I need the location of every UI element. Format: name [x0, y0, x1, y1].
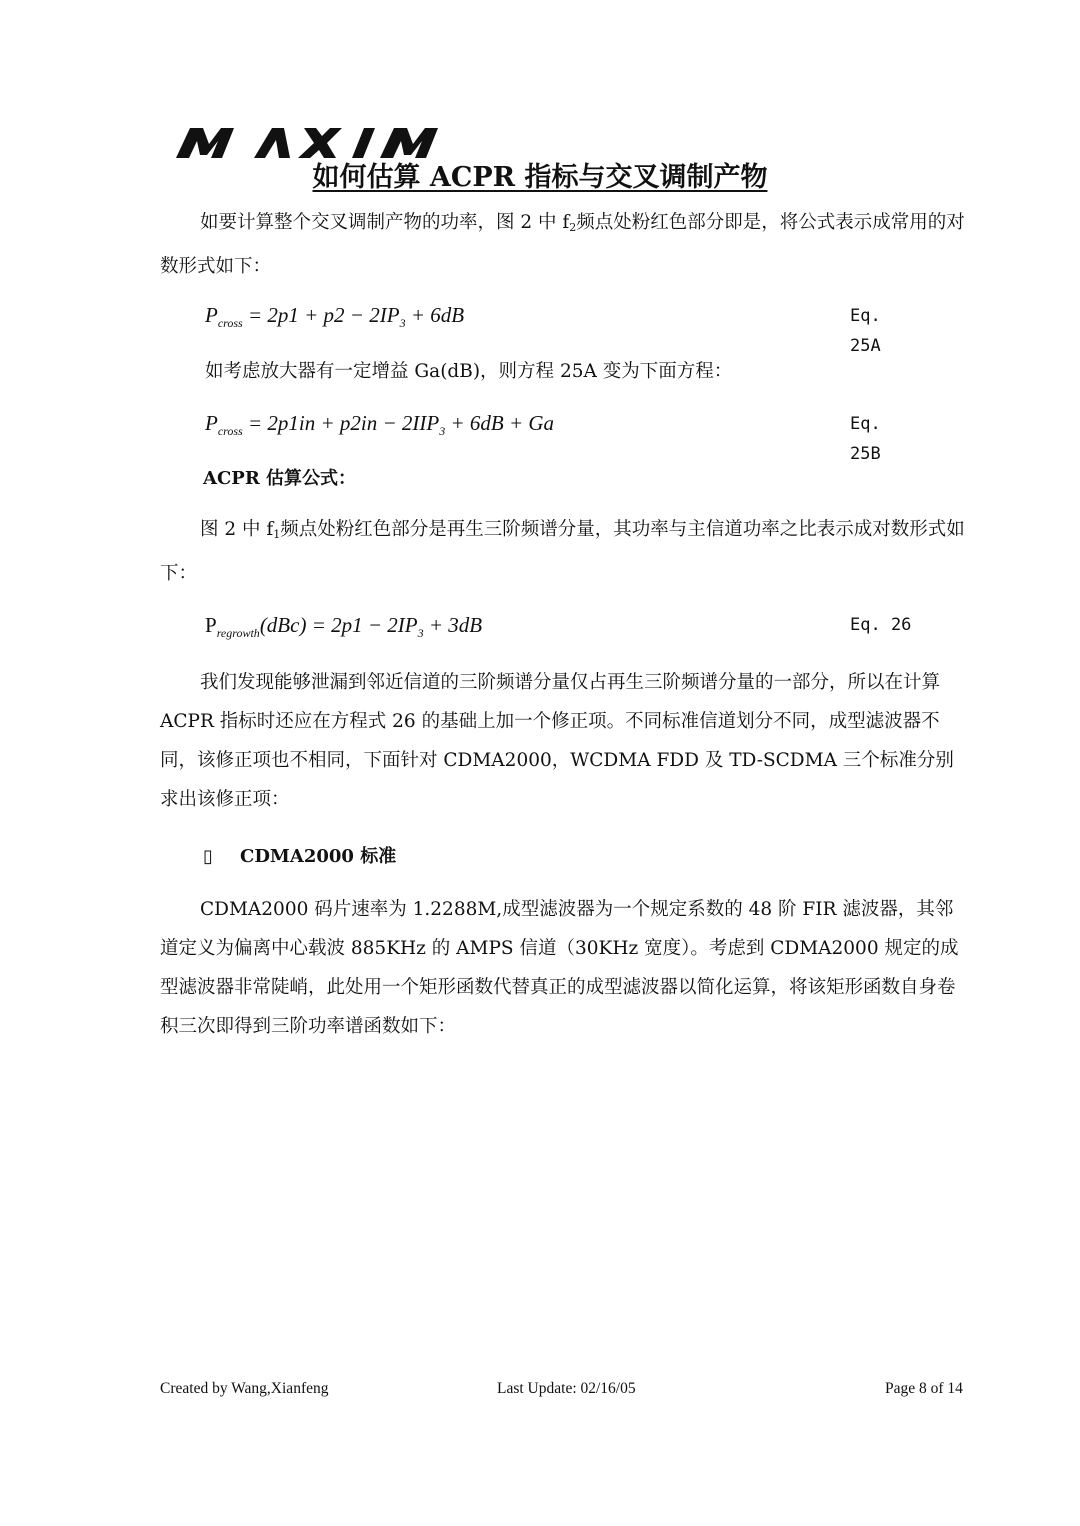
paragraph-cdma2000: CDMA2000 码片速率为 1.2288M,成型滤波器为一个规定系数的 48 阶 FIR 滤波器，其邻道定义为偏离中心载波 885KHz 的 AMPS 信道（30KHz 宽度）。考虑到 CDMA2000 规定的成型滤波器非常陡峭，此处用一个矩形函数代替真正的成型滤波器以简化运算，将该矩形函数自身卷积三次即得到三阶功率谱函数如下： — [160, 899, 959, 1037]
footer-created-by: Created by Wang,Xianfeng — [160, 1380, 329, 1397]
paragraph-intro: 如要计算整个交叉调制产物的功率，图 2 中 f2频点处粉红色部分即是，将公式表示成常用的对数形式如下： — [160, 212, 965, 277]
heading-acpr: ACPR 估算公式： — [203, 468, 357, 489]
equation-25b: $P_{cross} = 2p1in + p2in - 2IIP_3 + 6dB + Ga$ — [205, 411, 555, 438]
maxim-logo — [176, 128, 452, 158]
bullet-icon: ▯ — [203, 846, 213, 867]
equation-26-label: Eq. 26 — [850, 615, 912, 635]
equation-26: $P_{regrowth}(dBc) = 2p1 - 2IP_3 + 3dB$ — [205, 613, 483, 640]
footer-last-update: Last Update: 02/16/05 — [497, 1380, 636, 1397]
heading-cdma2000: CDMA2000 标准 — [240, 846, 397, 867]
paragraph-regrowth: 图 2 中 f1频点处粉红色部分是再生三阶频谱分量，其功率与主信道功率之比表示成对数形式如下： — [160, 519, 965, 584]
document-title: 如何估算 ACPR 指标与交叉调制产物 — [312, 162, 768, 193]
paragraph-correction: 我们发现能够泄漏到邻近信道的三阶频谱分量仅占再生三阶频谱分量的一部分，所以在计算 ACPR 指标时还应在方程式 26 的基础上加一个修正项。不同标准信道划分不同，成型滤波器不同，该修正项也不相同，下面针对 CDMA2000，WCDMA FDD 及 TD-SCDMA 三个标准分别求出该修正项： — [160, 672, 954, 810]
paragraph-gain: 如考虑放大器有一定增益 Ga(dB)，则方程 25A 变为下面方程： — [205, 361, 733, 382]
equation-25a: $P_{cross} = 2p1 + p2 - 2IP_3 + 6dB$ — [205, 303, 465, 330]
equation-25b-label: Eq. 25B — [850, 414, 881, 464]
equation-25a-label: Eq. 25A — [850, 306, 881, 356]
footer-page-number: Page 8 of 14 — [885, 1380, 963, 1397]
